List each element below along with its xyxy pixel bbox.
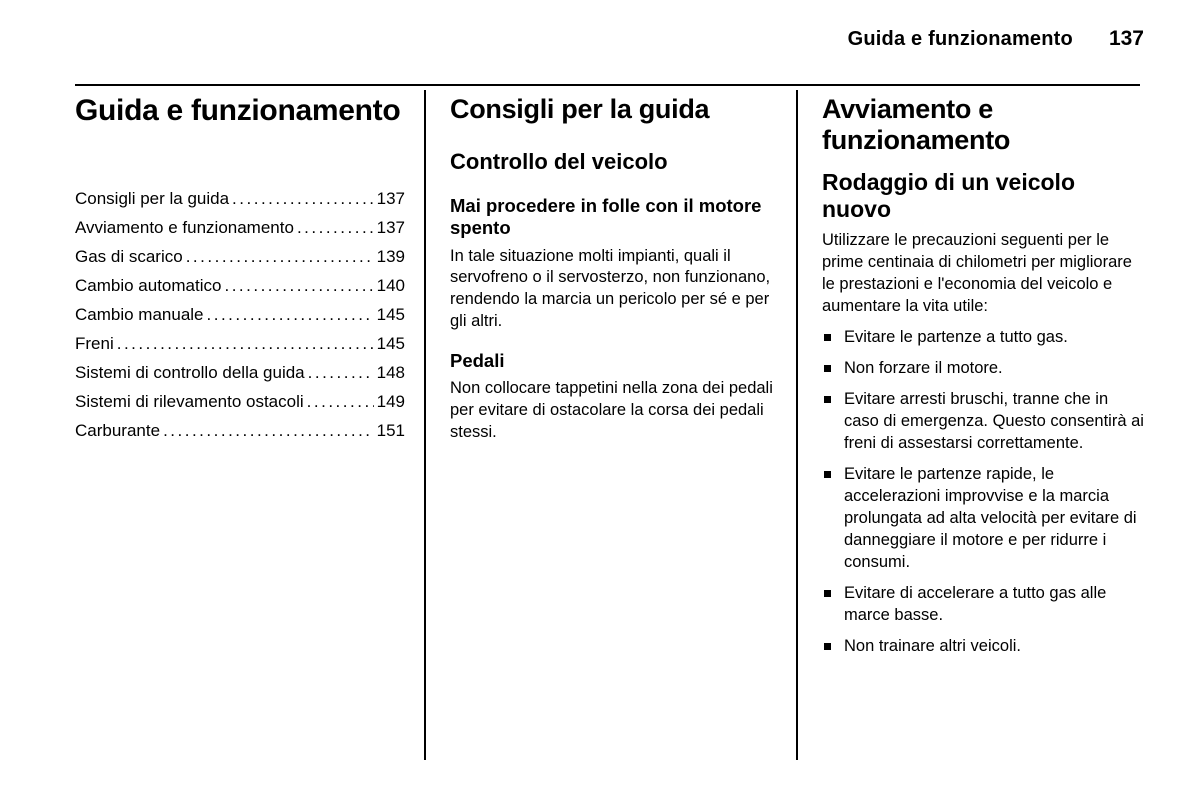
toc-row (75, 300, 405, 329)
bullet-square-icon (824, 396, 831, 403)
column-divider-left (424, 90, 426, 760)
header-section-title: Guida e funzionamento (847, 28, 1073, 50)
list-item (822, 389, 1144, 455)
column-divider-right (796, 90, 798, 760)
topic-heading: Pedali (450, 350, 505, 372)
toc-page-number: 145 (376, 334, 405, 354)
toc-row (75, 242, 405, 271)
toc-leader (308, 358, 374, 387)
chapter-title: Guida e funzionamento (75, 94, 401, 127)
section-title: Avviamento e funzionamento (822, 94, 1011, 155)
middle-column (450, 94, 776, 444)
list-item (822, 464, 1144, 574)
page-header (848, 27, 1144, 51)
toc-label: Cambio manuale (75, 305, 204, 325)
toc-row (75, 213, 405, 242)
bullet-square-icon (824, 365, 831, 372)
bullet-square-icon (824, 643, 831, 650)
bullet-square-icon (824, 334, 831, 341)
list-item-text: Evitare le partenze a tutto gas. (844, 328, 1068, 347)
toc-label: Gas di scarico (75, 247, 183, 267)
paragraph: Utilizzare le precauzioni seguenti per le prime centinaia di chilometri per migliorare le prestazioni e l'economia del veicolo e aumentare la vita utile: (822, 230, 1132, 315)
toc-row (75, 387, 405, 416)
list-item-text: Non forzare il motore. (844, 359, 1003, 378)
header-page-number: 137 (1108, 27, 1144, 50)
toc-page-number: 149 (376, 392, 405, 412)
toc-label: Sistemi di controllo della guida (75, 363, 305, 383)
header-rule (75, 84, 1140, 86)
list-item-text: Evitare arresti bruschi, tranne che in caso di emergenza. Questo consentirà ai freni di assestarsi correttamente. (844, 390, 1144, 453)
bullet-square-icon (824, 590, 831, 597)
subsection-heading: Controllo del veicolo (450, 148, 668, 174)
toc-leader (232, 184, 374, 213)
toc-leader (207, 300, 374, 329)
toc-page-number: 139 (376, 247, 405, 267)
toc-page-number: 148 (376, 363, 405, 383)
toc-row (75, 416, 405, 445)
list-item (822, 358, 1144, 380)
toc-page-number: 145 (376, 305, 405, 325)
toc-row (75, 184, 405, 213)
paragraph: In tale situazione molti impianti, quali il servofreno o il servosterzo, non funzionano, rendendo la marcia un pericolo per sé e per gli altri. (450, 246, 771, 331)
list-item (822, 583, 1144, 627)
toc-page-number: 140 (376, 276, 405, 296)
toc-label: Sistemi di rilevamento ostacoli (75, 392, 304, 412)
left-column (75, 94, 405, 445)
bullet-square-icon (824, 471, 831, 478)
toc-leader (117, 329, 374, 358)
toc-page-number: 151 (376, 421, 405, 441)
toc-leader (186, 242, 374, 271)
toc-leader (297, 213, 374, 242)
toc-label: Cambio automatico (75, 276, 222, 296)
list-item-text: Evitare di accelerare a tutto gas alle marce basse. (844, 583, 1107, 624)
list-item (822, 636, 1144, 658)
toc-page-number: 137 (376, 218, 405, 238)
toc-row (75, 329, 405, 358)
toc-label: Carburante (75, 421, 161, 441)
toc-leader (307, 387, 374, 416)
toc-label: Avviamento e funzionamento (75, 218, 294, 238)
subsection-heading: Rodaggio di un veicolo nuovo (822, 168, 1075, 223)
toc-page-number: 137 (376, 189, 405, 209)
paragraph: Non collocare tappetini nella zona dei pedali per evitare di ostacolare la corsa dei pedali stessi. (450, 379, 773, 442)
toc-leader (163, 416, 374, 445)
list-item (822, 327, 1144, 349)
toc-row (75, 358, 405, 387)
bullet-list (822, 327, 1144, 657)
list-item-text: Evitare le partenze rapide, le accelerazioni improvvise e la marcia prolungata ad alta velocità per evitare di danneggiare il motore e per ridurre i consumi. (844, 465, 1137, 571)
list-item-text: Non trainare altri veicoli. (844, 636, 1021, 655)
toc-label: Consigli per la guida (75, 189, 230, 209)
table-of-contents (75, 184, 405, 445)
toc-label: Freni (75, 334, 114, 354)
section-title: Consigli per la guida (450, 94, 710, 124)
right-column (822, 94, 1144, 667)
toc-leader (224, 271, 373, 300)
topic-heading: Mai procedere in folle con il motore spento (450, 195, 762, 239)
toc-row (75, 271, 405, 300)
